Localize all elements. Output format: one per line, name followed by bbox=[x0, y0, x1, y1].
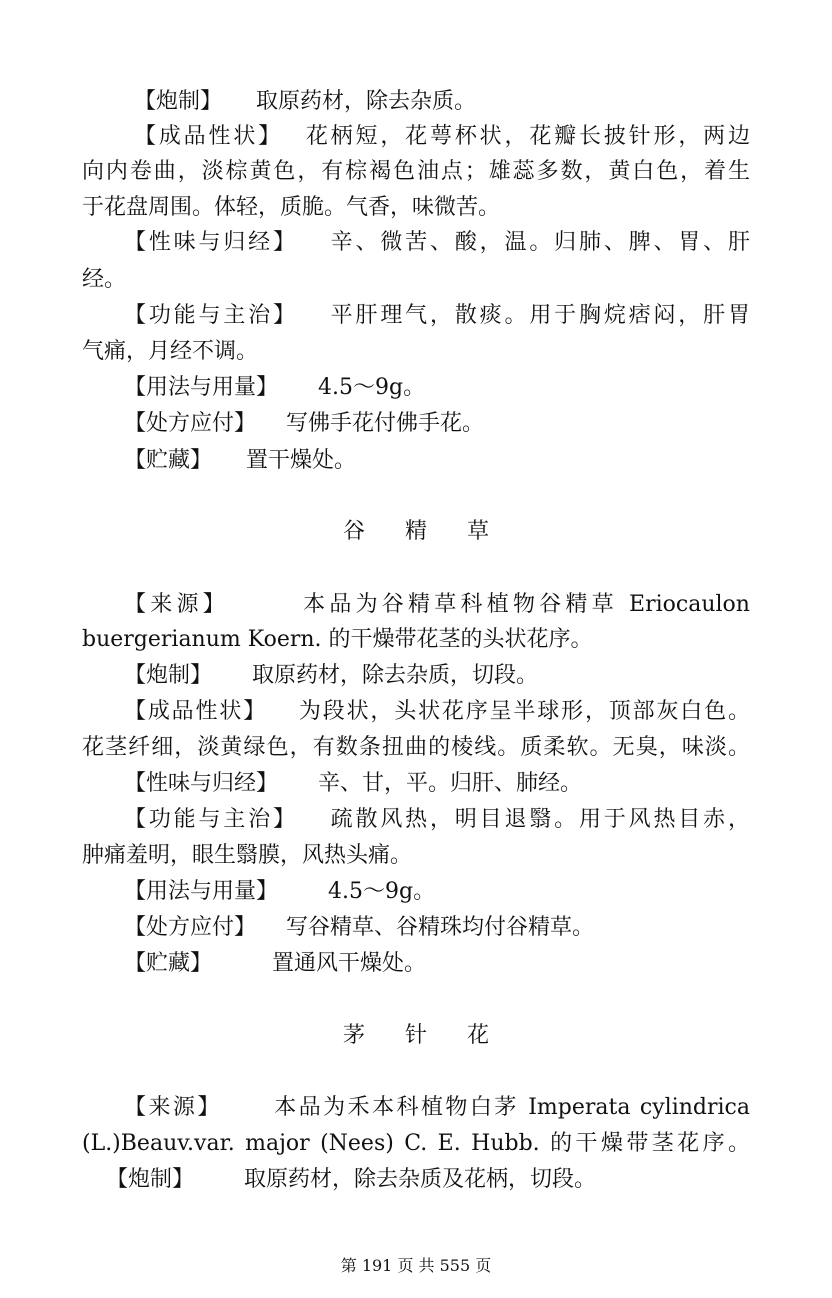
section-title-gujingcao: 谷精草 bbox=[342, 519, 529, 544]
xingzhuang-line-1: 【成品性状】 花柄短，花萼杯状，花瓣长披针形，两边 bbox=[134, 124, 750, 149]
gjc-xingwei-line: 【性味与归经】 辛、甘，平。归肝、肺经。 bbox=[124, 771, 583, 796]
chufang-line: 【处方应付】 写佛手花付佛手花。 bbox=[124, 411, 485, 436]
gjc-xingzhuang-line-1: 【成品性状】 为段状，头状花序呈半球形，顶部灰白色。 bbox=[124, 699, 750, 724]
zhucang-line: 【贮藏】 置干燥处。 bbox=[124, 448, 357, 473]
gjc-chufang-line: 【处方应付】 写谷精草、谷精珠均付谷精草。 bbox=[124, 915, 595, 940]
gjc-paozhi-line: 【炮制】 取原药材，除去杂质，切段。 bbox=[124, 663, 539, 688]
section-title-maozhenhua: 茅针花 bbox=[342, 1023, 529, 1048]
mzh-laiyuan-line-2: (L.)Beauv.var. major (Nees) C. E. Hubb. 的干燥带茎花序。 bbox=[82, 1131, 750, 1156]
gjc-xingzhuang-line-2: 花茎纤细，淡黄绿色，有数条扭曲的棱线。质柔软。无臭，味淡。 bbox=[82, 735, 750, 760]
gongneng-line-2: 气痛，月经不调。 bbox=[82, 339, 259, 364]
page-footer: 第 191 页 共 555 页 bbox=[340, 1256, 492, 1275]
xingwei-line-2: 经。 bbox=[82, 267, 127, 292]
gjc-laiyuan-line-1: 【来源】 本品为谷精草科植物谷精草 Eriocaulon bbox=[124, 592, 750, 617]
gjc-gongneng-line-2: 肿痛羞明，眼生翳膜，风热头痛。 bbox=[82, 843, 413, 868]
xingzhuang-line-3: 于花盘周围。体轻，质脆。气香，味微苦。 bbox=[82, 195, 501, 220]
gjc-yongfa-line: 【用法与用量】 4.5～9g。 bbox=[124, 879, 436, 904]
mzh-laiyuan-line-1: 【来源】 本品为禾本科植物白茅 Imperata cylindrica bbox=[124, 1095, 750, 1120]
gongneng-line-1: 【功能与主治】 平肝理气，散痰。用于胸烷痞闷，肝胃 bbox=[124, 303, 750, 328]
gjc-gongneng-line-1: 【功能与主治】 疏散风热，明目退翳。用于风热目赤， bbox=[124, 807, 750, 832]
xingzhuang-line-2: 向内卷曲，淡棕黄色，有棕褐色油点；雄蕊多数，黄白色，着生 bbox=[82, 159, 750, 184]
mzh-paozhi-line: 【炮制】 取原药材，除去杂质及花柄，切段。 bbox=[106, 1167, 597, 1192]
gjc-zhucang-line: 【贮藏】 置通风干燥处。 bbox=[124, 951, 427, 976]
gjc-laiyuan-line-2: buergerianum Koern. 的干燥带花茎的头状花序。 bbox=[82, 627, 593, 652]
yongfa-line: 【用法与用量】 4.5～9g。 bbox=[124, 375, 426, 400]
xingwei-line-1: 【性味与归经】 辛、微苦、酸，温。归肺、脾、胃、肝 bbox=[124, 230, 750, 255]
paozhi-line: 【炮制】 取原药材，除去杂质。 bbox=[134, 89, 477, 114]
